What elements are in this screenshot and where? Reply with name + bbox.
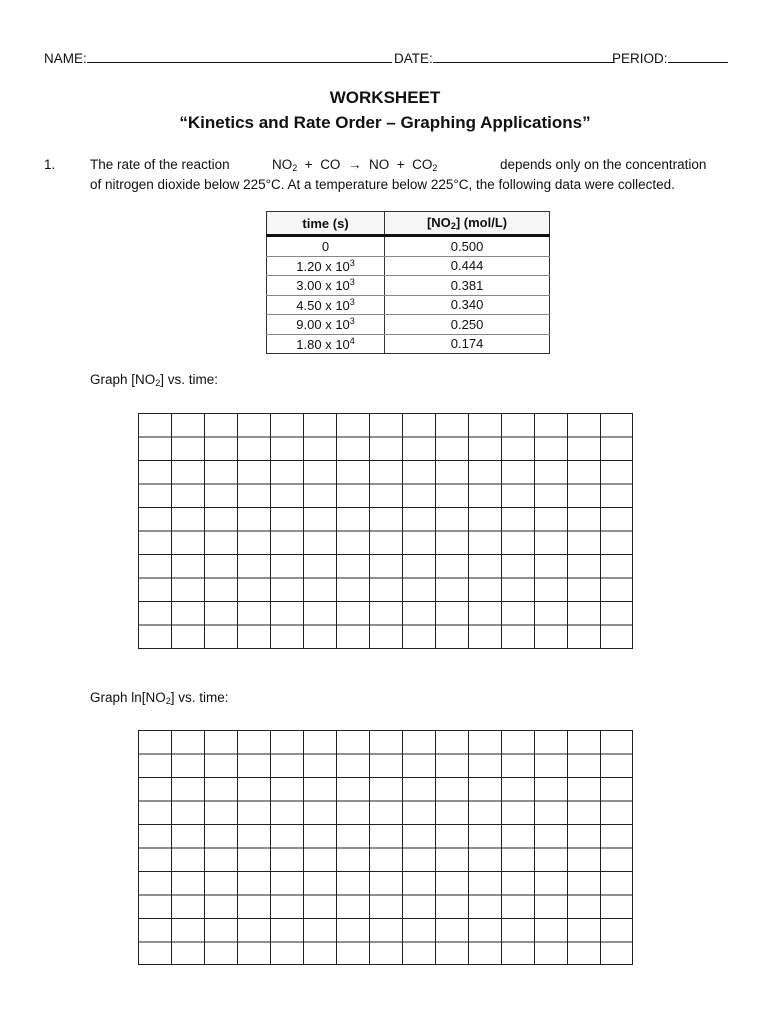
name-field[interactable] xyxy=(44,48,392,66)
table-row xyxy=(267,276,550,296)
col-header-time: time (s) xyxy=(267,212,385,236)
graph2-label: Graph $\ln[NO_2]$ vs. time: xyxy=(90,690,229,706)
question-intro: The rate of the reaction xyxy=(90,157,230,172)
date-field[interactable] xyxy=(394,48,615,66)
graph1-label: Graph $[NO_2]$ vs. time: xyxy=(90,372,219,388)
conc-cell: 0.500 xyxy=(385,236,550,257)
reaction-equation xyxy=(272,157,437,173)
eq-no2: $NO_2$ xyxy=(272,157,298,173)
conc-cell: 0.174 xyxy=(385,334,550,354)
time-cell: 9.00 x $10^3$ xyxy=(267,315,385,335)
eq-no: NO xyxy=(368,157,390,172)
eq-co: CO xyxy=(320,157,341,172)
worksheet-subtitle: “Kinetics and Rate Order – Graphing Applications” xyxy=(179,113,591,132)
time-cell: 1.20 x $10^3$ xyxy=(267,256,385,276)
name-line[interactable] xyxy=(87,48,392,63)
table-row xyxy=(267,236,550,257)
reaction-arrow-icon: → xyxy=(347,157,362,172)
graph-grid-concentration[interactable] xyxy=(138,413,633,649)
data-table xyxy=(266,211,550,354)
table-row xyxy=(267,334,550,354)
col-header-concentration: $[NO_2]$ (mol/L) xyxy=(385,212,550,236)
time-cell: 3.00 x $10^3$ xyxy=(267,276,385,296)
date-line[interactable] xyxy=(433,48,615,63)
table-row xyxy=(267,315,550,335)
worksheet-title: WORKSHEET xyxy=(329,88,441,107)
time-cell: 1.80 x $10^4$ xyxy=(267,334,385,354)
conc-cell: 0.444 xyxy=(385,256,550,276)
graph-grid-ln-concentration[interactable] xyxy=(138,730,633,965)
date-label: DATE: xyxy=(394,51,433,66)
question-depends: depends only on the concentration xyxy=(500,157,707,172)
name-label: NAME: xyxy=(44,51,87,66)
question-number: 1. xyxy=(44,157,56,172)
period-line[interactable] xyxy=(668,48,728,63)
conc-cell: 0.381 xyxy=(385,276,550,296)
eq-plus: + xyxy=(304,157,313,172)
table-row xyxy=(267,256,550,276)
eq-co2: $CO_2$ xyxy=(412,157,438,173)
question-line2: of nitrogen dioxide below 225°C. At a temperature below 225°C, the following data were collected. xyxy=(90,177,675,192)
time-cell: 0 xyxy=(267,236,385,257)
table-header-row xyxy=(267,212,550,236)
conc-cell: 0.340 xyxy=(385,295,550,315)
period-field[interactable] xyxy=(612,48,728,66)
eq-plus: + xyxy=(396,157,405,172)
conc-cell: 0.250 xyxy=(385,315,550,335)
table-row xyxy=(267,295,550,315)
period-label: PERIOD: xyxy=(612,51,668,66)
time-cell: 4.50 x $10^3$ xyxy=(267,295,385,315)
